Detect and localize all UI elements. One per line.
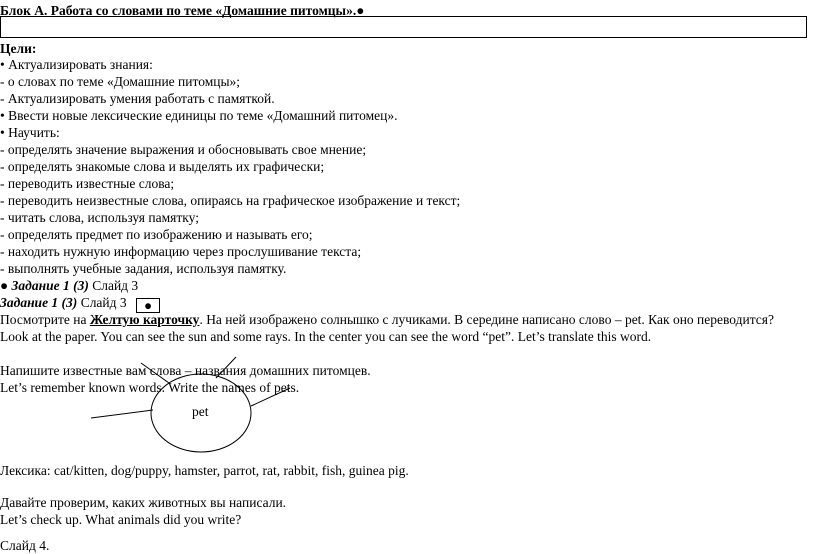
- title-bullet-icon: ●: [356, 3, 365, 18]
- vocabulary-line: Лексика: cat/kitten, dog/puppy, hamster, parrot, rat, rabbit, fish, guinea pig.: [0, 463, 409, 478]
- goals-heading: Цели:: [0, 41, 37, 56]
- goal-line: • Актуализировать знания:: [0, 57, 153, 72]
- write-instruction-ru: Напишите известные вам слова – названия домашних питомцев.: [0, 363, 371, 378]
- goal-line: - переводить известные слова;: [0, 176, 175, 191]
- paper-prefix: Посмотрите на: [0, 312, 90, 327]
- goal-line: • Ввести новые лексические единицы по теме «Домашний питомец».: [0, 108, 398, 123]
- task-label: Задание 1 (3): [0, 295, 78, 310]
- task-label: Задание 1 (3): [11, 278, 89, 293]
- task-slide: Слайд 3: [92, 278, 139, 293]
- paper-instruction-en: Look at the paper. You can see the sun and some rays. In the center you can see the word “pet”. Let’s translate this word.: [0, 329, 652, 344]
- goal-line: - находить нужную информацию через прослушивание текста;: [0, 244, 362, 259]
- sun-ray: [141, 363, 169, 383]
- block-title-text: Блок А. Работа со словами по теме «Домашние питомцы».: [0, 3, 357, 18]
- goal-line: - переводить неизвестные слова, опираясь на графическое изображение и текст;: [0, 193, 461, 208]
- goal-line: - определять знакомые слова и выделять их графически;: [0, 159, 325, 174]
- goal-line: - определять предмет по изображению и называть его;: [0, 227, 313, 242]
- sun-ray: [251, 388, 290, 406]
- sun-ray: [91, 410, 153, 418]
- paper-rest: . На ней изображено солнышко с лучиками. В середине написано слово – pet. Как оно переводится?: [199, 312, 774, 327]
- boxed-bullet-icon: ●: [136, 298, 160, 313]
- sun-ray: [216, 357, 236, 378]
- goal-line: - определять значение выражения и обосновывать свое мнение;: [0, 142, 367, 157]
- goal-line: - выполнять учебные задания, используя памятку.: [0, 261, 287, 276]
- goal-line: - Актуализировать умения работать с памяткой.: [0, 91, 275, 106]
- yellow-card-link[interactable]: Желтую карточку: [89, 312, 200, 327]
- check-instruction-en: Let’s check up. What animals did you write?: [0, 512, 242, 527]
- write-instruction-en: Let’s remember known words. Write the names of pets.: [0, 380, 300, 395]
- check-instruction-ru: Давайте проверим, каких животных вы написали.: [0, 495, 287, 510]
- task-bullet-icon: ●: [0, 278, 9, 293]
- slide4-label: Слайд 4.: [0, 538, 50, 553]
- goal-line: - о словах по теме «Домашние питомцы»;: [0, 74, 241, 89]
- sun-center-word: pet: [192, 404, 209, 419]
- goal-line: - читать слова, используя памятку;: [0, 210, 199, 225]
- goal-line: • Научить:: [0, 125, 60, 140]
- task-slide: Слайд 3: [80, 295, 127, 310]
